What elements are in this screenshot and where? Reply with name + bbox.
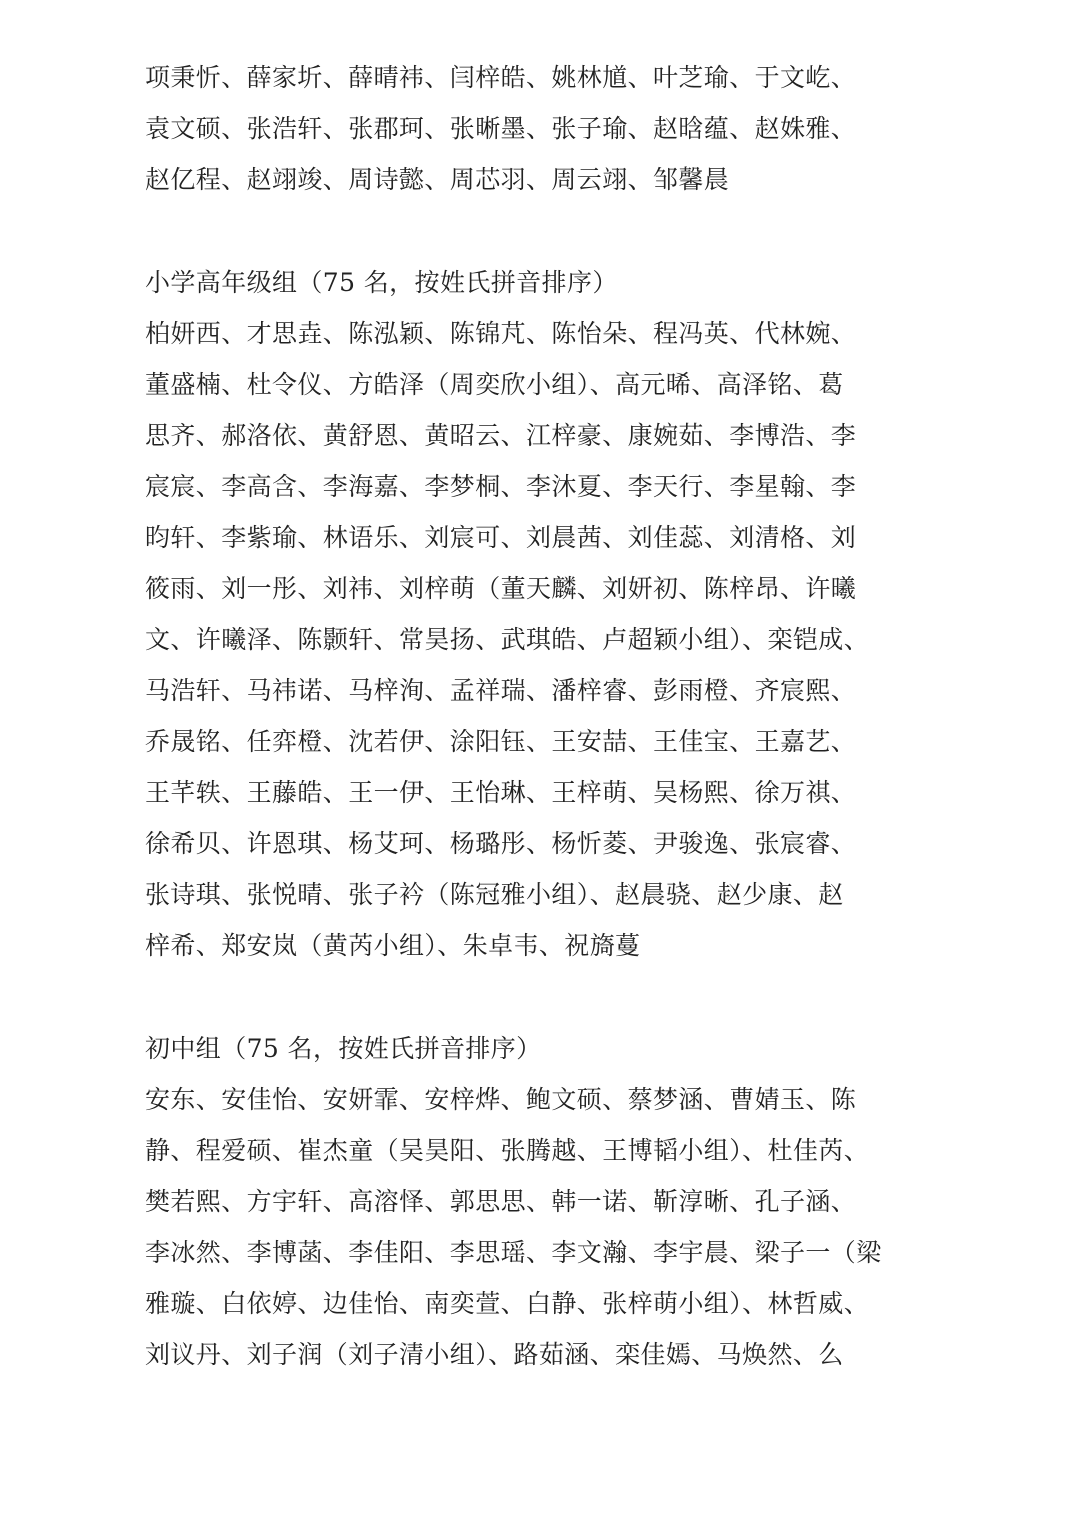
junior-high-section	[145, 1023, 945, 1380]
name-line: 樊若熙、方宇轩、高溶怿、郭思思、韩一诺、靳淳晰、孔子涵、	[145, 1187, 857, 1216]
name-line: 筱雨、刘一彤、刘祎、刘梓萌（董天麟、刘妍初、陈梓昂、许曦	[145, 574, 857, 603]
name-line: 张诗琪、张悦晴、张子衿（陈冠雅小组）、赵晨骁、赵少康、赵	[145, 880, 844, 909]
name-line: 宸宸、李高含、李海嘉、李梦桐、李沐夏、李天行、李星翰、李	[145, 472, 857, 501]
section-spacer	[145, 205, 945, 257]
name-line: 徐希贝、许恩琪、杨艾珂、杨璐彤、杨忻菱、尹骏逸、张宸睿、	[145, 829, 857, 858]
name-line: 乔晟铭、任弈橙、沈若伊、涂阳钰、王安喆、王佳宝、王嘉艺、	[145, 727, 857, 756]
section-spacer	[145, 971, 945, 1023]
name-line: 王芊轶、王藤皓、王一伊、王怡琳、王梓萌、吴杨熙、徐万祺、	[145, 778, 857, 807]
name-line: 董盛楠、杜令仪、方皓泽（周奕欣小组）、高元晞、高泽铭、葛	[145, 370, 844, 399]
previous-group-name-list	[145, 52, 945, 205]
name-line: 文、许曦泽、陈颢轩、常昊扬、武琪皓、卢超颖小组）、栾铠成、	[145, 625, 870, 654]
name-line: 安东、安佳怡、安妍霏、安梓烨、鲍文硕、蔡梦涵、曹婧玉、陈	[145, 1085, 857, 1114]
section-heading: 小学高年级组（75 名，按姓氏拼音排序）	[145, 268, 618, 297]
name-line: 刘议丹、刘子润（刘子清小组）、路茹涵、栾佳嫣、马焕然、么	[145, 1340, 844, 1369]
name-line: 梓希、郑安岚（黄芮小组）、朱卓韦、祝旖蔓	[145, 931, 641, 960]
name-line: 昀轩、李紫瑜、林语乐、刘宸可、刘晨茜、刘佳蕊、刘清格、刘	[145, 523, 857, 552]
document-page	[145, 52, 945, 1380]
senior-primary-section	[145, 257, 945, 971]
name-line: 李冰然、李博菡、李佳阳、李思瑶、李文瀚、李宇晨、梁子一（梁	[145, 1238, 882, 1267]
name-line: 柏妍西、才思垚、陈泓颖、陈锦芃、陈怡朵、程冯英、代林婉、	[145, 319, 857, 348]
name-line: 雅璇、白依婷、边佳怡、南奕萱、白静、张梓萌小组）、林哲威、	[145, 1289, 870, 1318]
name-line: 袁文硕、张浩轩、张郡珂、张晰墨、张子瑜、赵晗蕴、赵姝雅、	[145, 114, 857, 143]
section-heading: 初中组（75 名，按姓氏拼音排序）	[145, 1034, 542, 1063]
name-line: 项秉忻、薛家圻、薛晴祎、闫梓皓、姚林馗、叶芝瑜、于文屹、	[145, 63, 857, 92]
name-line: 思齐、郝洛依、黄舒恩、黄昭云、江梓豪、康婉茹、李博浩、李	[145, 421, 857, 450]
name-line: 静、程爱硕、崔杰童（吴昊阳、张腾越、王博韬小组）、杜佳芮、	[145, 1136, 870, 1165]
name-line: 马浩轩、马祎诺、马梓洵、孟祥瑞、潘梓睿、彭雨橙、齐宸熙、	[145, 676, 857, 705]
name-line: 赵亿程、赵翊竣、周诗懿、周芯羽、周云翊、邹馨晨	[145, 165, 730, 194]
